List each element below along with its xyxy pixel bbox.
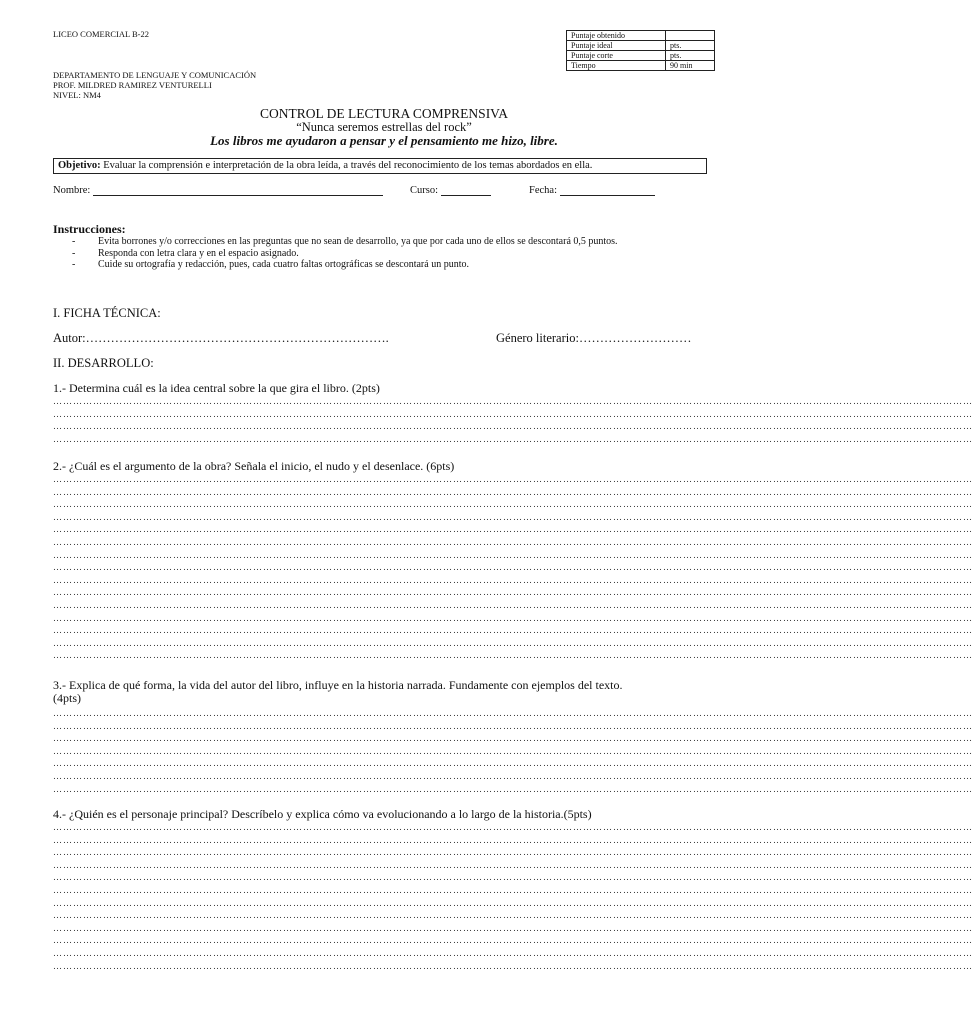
score-row — [567, 31, 715, 41]
answer-line[interactable]: …………………………………………………………………………………………………………………………………………………………………………………………………………………………………………………… — [53, 733, 973, 744]
objective-box — [53, 158, 707, 174]
school-name: LICEO COMERCIAL B-22 — [53, 29, 150, 39]
department-name: DEPARTAMENTO DE LENGUAJE Y COMUNICACIÓN — [53, 70, 257, 80]
answer-line[interactable]: …………………………………………………………………………………………………………………………………………………………………………………………………………………………………………………… — [53, 612, 973, 623]
answer-line[interactable]: …………………………………………………………………………………………………………………………………………………………………………………………………………………………………………………… — [53, 396, 973, 406]
answer-line[interactable]: …………………………………………………………………………………………………………………………………………………………………………………………………………………………………………………… — [53, 421, 973, 432]
answer-line[interactable]: …………………………………………………………………………………………………………………………………………………………………………………………………………………………………………………… — [53, 922, 973, 933]
date-line[interactable] — [560, 194, 655, 196]
answer-line[interactable]: …………………………………………………………………………………………………………………………………………………………………………………………………………………………………………………… — [53, 770, 973, 781]
list-item: - Cuide su ortografía y redacción, pues, cada cuatro faltas ortográficas se descontará un punto. — [72, 259, 469, 270]
list-item: - Responda con letra clara y en el espacio asignado. — [72, 247, 299, 259]
question-3-points: (4pts) — [53, 691, 81, 705]
course-line[interactable] — [441, 194, 491, 196]
level-label: NIVEL: NM4 — [53, 90, 101, 100]
answer-area-4[interactable] — [53, 821, 973, 972]
answer-line[interactable]: …………………………………………………………………………………………………………………………………………………………………………………………………………………………………………………… — [53, 872, 973, 883]
list-item: - Evita borrones y/o correcciones en las preguntas que no sean de desarrollo, ya que por cada uno de ellos se descontará 0,5 puntos. — [72, 236, 618, 247]
answer-line[interactable]: …………………………………………………………………………………………………………………………………………………………………………………………………………………………………………………… — [53, 625, 973, 636]
author-field[interactable]: Autor:………………………………………………………………. — [53, 331, 389, 345]
score-value: 90 min — [666, 61, 715, 71]
answer-line[interactable]: …………………………………………………………………………………………………………………………………………………………………………………………………………………………………………………… — [53, 433, 973, 444]
objective-text: Evaluar la comprensión e interpretación de la obra leída, a través del reconocimiento de los temas abordados en ella. — [103, 160, 593, 171]
answer-line[interactable]: …………………………………………………………………………………………………………………………………………………………………………………………………………………………………………………… — [53, 720, 973, 731]
answer-line[interactable]: …………………………………………………………………………………………………………………………………………………………………………………………………………………………………………………… — [53, 486, 973, 497]
question-2: 2.- ¿Cuál es el argumento de la obra? Señala el inicio, el nudo y el desenlace. (6pts) — [53, 459, 455, 473]
answer-line[interactable]: …………………………………………………………………………………………………………………………………………………………………………………………………………………………………………………… — [53, 587, 973, 598]
score-label: Puntaje obtenido — [567, 31, 666, 41]
answer-area-2[interactable] — [53, 473, 973, 662]
answer-line[interactable]: …………………………………………………………………………………………………………………………………………………………………………………………………………………………………………………… — [53, 524, 973, 535]
score-table — [566, 30, 715, 71]
answer-line[interactable]: …………………………………………………………………………………………………………………………………………………………………………………………………………………………………………………… — [53, 783, 973, 794]
answer-line[interactable]: …………………………………………………………………………………………………………………………………………………………………………………………………………………………………………………… — [53, 884, 973, 895]
answer-area-3[interactable] — [53, 707, 973, 795]
book-subtitle: Los libros me ayudaron a pensar y el pensamiento me hizo, libre. — [210, 133, 558, 148]
answer-line[interactable]: …………………………………………………………………………………………………………………………………………………………………………………………………………………………………………………… — [53, 859, 973, 870]
objective-label: Objetivo: — [58, 160, 101, 171]
score-label: Tiempo — [567, 61, 666, 71]
question-4: 4.- ¿Quién es el personaje principal? Descríbelo y explica cómo va evolucionando a lo largo de la historia.(5pts) — [53, 807, 592, 821]
name-field[interactable] — [53, 185, 383, 196]
answer-line[interactable]: …………………………………………………………………………………………………………………………………………………………………………………………………………………………………………………… — [53, 822, 973, 832]
answer-area-1[interactable] — [53, 395, 973, 445]
instruction-text: Evita borrones y/o correcciones en las preguntas que no sean de desarrollo, ya que por cada uno de ellos se descontará 0,5 puntos. — [98, 236, 618, 247]
name-label: Nombre: — [53, 185, 91, 196]
answer-line[interactable]: …………………………………………………………………………………………………………………………………………………………………………………………………………………………………………………… — [53, 637, 973, 648]
answer-line[interactable]: …………………………………………………………………………………………………………………………………………………………………………………………………………………………………………………… — [53, 536, 973, 547]
instructions-title: Instrucciones: — [53, 222, 126, 236]
teacher-name: PROF. MILDRED RAMIREZ VENTURELLI — [53, 80, 212, 90]
answer-line[interactable]: …………………………………………………………………………………………………………………………………………………………………………………………………………………………………………………… — [53, 574, 973, 585]
page-title: CONTROL DE LECTURA COMPRENSIVA — [260, 106, 508, 121]
answer-line[interactable]: …………………………………………………………………………………………………………………………………………………………………………………………………………………………………………………… — [53, 499, 973, 510]
score-row — [567, 51, 715, 61]
answer-line[interactable]: …………………………………………………………………………………………………………………………………………………………………………………………………………………………………………………… — [53, 708, 973, 718]
department-block — [53, 70, 256, 100]
score-value: pts. — [666, 51, 715, 61]
answer-line[interactable]: …………………………………………………………………………………………………………………………………………………………………………………………………………………………………………………… — [53, 511, 973, 522]
score-value: pts. — [666, 41, 715, 51]
book-title: “Nunca seremos estrellas del rock” — [296, 120, 472, 134]
answer-line[interactable]: …………………………………………………………………………………………………………………………………………………………………………………………………………………………………………………… — [53, 562, 973, 573]
section-desarrollo: II. DESARROLLO: — [53, 356, 154, 370]
answer-line[interactable]: …………………………………………………………………………………………………………………………………………………………………………………………………………………………………………………… — [53, 408, 973, 419]
answer-line[interactable]: …………………………………………………………………………………………………………………………………………………………………………………………………………………………………………………… — [53, 474, 973, 484]
answer-line[interactable]: …………………………………………………………………………………………………………………………………………………………………………………………………………………………………………………… — [53, 935, 973, 946]
date-field[interactable] — [529, 185, 655, 196]
course-label: Curso: — [410, 185, 439, 196]
question-3 — [53, 679, 713, 705]
instructions-list — [72, 236, 722, 271]
score-label: Puntaje ideal — [567, 41, 666, 51]
score-row — [567, 41, 715, 51]
genre-field[interactable]: Género literario:……………………… — [496, 331, 692, 345]
answer-line[interactable]: …………………………………………………………………………………………………………………………………………………………………………………………………………………………………………………… — [53, 947, 973, 958]
answer-line[interactable]: …………………………………………………………………………………………………………………………………………………………………………………………………………………………………………………… — [53, 650, 973, 661]
date-label: Fecha: — [529, 185, 557, 196]
instruction-text: Cuide su ortografía y redacción, pues, cada cuatro faltas ortográficas se descontará un punto. — [98, 259, 469, 270]
score-row — [567, 61, 715, 71]
answer-line[interactable]: …………………………………………………………………………………………………………………………………………………………………………………………………………………………………………………… — [53, 745, 973, 756]
answer-line[interactable]: …………………………………………………………………………………………………………………………………………………………………………………………………………………………………………………… — [53, 549, 973, 560]
answer-line[interactable]: …………………………………………………………………………………………………………………………………………………………………………………………………………………………………………………… — [53, 960, 973, 971]
course-field[interactable] — [410, 185, 491, 196]
answer-line[interactable]: …………………………………………………………………………………………………………………………………………………………………………………………………………………………………………………… — [53, 847, 973, 858]
instruction-text: Responda con letra clara y en el espacio asignado. — [98, 247, 299, 259]
answer-line[interactable]: …………………………………………………………………………………………………………………………………………………………………………………………………………………………………………………… — [53, 599, 973, 610]
answer-line[interactable]: …………………………………………………………………………………………………………………………………………………………………………………………………………………………………………………… — [53, 758, 973, 769]
score-value — [666, 31, 715, 41]
answer-line[interactable]: …………………………………………………………………………………………………………………………………………………………………………………………………………………………………………………… — [53, 897, 973, 908]
name-line[interactable] — [93, 194, 383, 196]
question-1: 1.- Determina cuál es la idea central sobre la que gira el libro. (2pts) — [53, 381, 380, 395]
answer-line[interactable]: …………………………………………………………………………………………………………………………………………………………………………………………………………………………………………………… — [53, 910, 973, 921]
score-label: Puntaje corte — [567, 51, 666, 61]
section-ficha-tecnica: I. FICHA TÉCNICA: — [53, 306, 161, 320]
question-3-text: 3.- Explica de qué forma, la vida del autor del libro, influye en la historia narrada. Fundamente con ejemplos del texto. — [53, 678, 623, 692]
answer-line[interactable]: …………………………………………………………………………………………………………………………………………………………………………………………………………………………………………………… — [53, 834, 973, 845]
